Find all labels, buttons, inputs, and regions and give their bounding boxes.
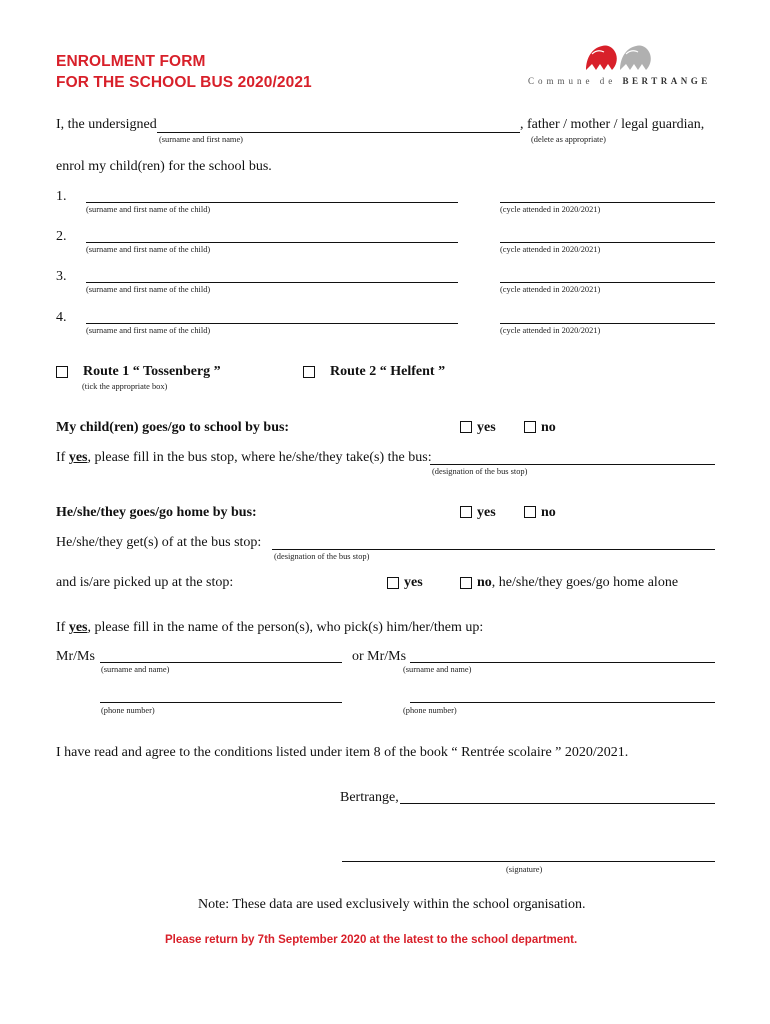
form-title-line1: ENROLMENT FORM — [56, 53, 206, 70]
child-number: 4. — [56, 310, 67, 325]
to-school-if-yes: yes — [68, 450, 88, 465]
go-home-yes-label: yes — [477, 505, 496, 520]
child-cycle-hint: (cycle attended in 2020/2021) — [500, 205, 601, 214]
place-label: Bertrange, — [340, 790, 399, 805]
drop-off-label: He/she/they get(s) of at the bus stop: — [56, 535, 262, 550]
child-name-field[interactable] — [86, 242, 458, 243]
child-name-field[interactable] — [86, 282, 458, 283]
undersigned-label: I, the undersigned — [56, 117, 157, 132]
child-name-hint: (surname and first name of the child) — [86, 205, 211, 214]
pickup-if: If — [56, 620, 69, 635]
route2-label: Route 2 “ Helfent ” — [330, 364, 446, 379]
pickup-person2-phone-field[interactable] — [410, 702, 715, 703]
go-home-no-label: no — [541, 505, 556, 520]
route2-checkbox[interactable] — [303, 366, 315, 378]
date-field[interactable] — [400, 803, 715, 804]
enrol-text: enrol my child(ren) for the school bus. — [56, 159, 272, 174]
child-cycle-hint: (cycle attended in 2020/2021) — [500, 245, 601, 254]
form-title-line2: FOR THE SCHOOL BUS 2020/2021 — [56, 74, 312, 91]
guardian-role-label: , father / mother / legal guardian, — [520, 117, 705, 132]
child-number: 1. — [56, 189, 67, 204]
to-school-if: If — [56, 450, 69, 465]
to-school-yes-label: yes — [477, 420, 496, 435]
drop-off-stop-hint: (designation of the bus stop) — [274, 552, 370, 561]
commune-town: BERTRANGE — [622, 76, 711, 86]
child-cycle-hint: (cycle attended in 2020/2021) — [500, 285, 601, 294]
picked-up-yes-checkbox[interactable] — [387, 577, 399, 589]
data-note: Note: These data are used exclusively within the school organisation. — [198, 897, 586, 912]
pickup-person2-name-hint: (surname and name) — [403, 665, 472, 674]
form-title — [56, 51, 312, 93]
picked-up-no-checkbox[interactable] — [460, 577, 472, 589]
picked-up-label: and is/are picked up at the stop: — [56, 575, 234, 590]
pickup-stop-hint: (designation of the bus stop) — [432, 467, 528, 476]
pickup-person1-phone-hint: (phone number) — [101, 706, 155, 715]
picked-up-no-label — [477, 575, 678, 591]
pickup-person1-name-field[interactable] — [100, 662, 342, 663]
child-name-hint: (surname and first name of the child) — [86, 326, 211, 335]
route1-label: Route 1 “ Tossenberg ” — [83, 364, 221, 379]
to-school-no-label: no — [541, 420, 556, 435]
child-number: 3. — [56, 269, 67, 284]
guardian-name-field[interactable] — [157, 132, 520, 133]
pickup-stop-field[interactable] — [430, 464, 715, 465]
go-home-no-checkbox[interactable] — [524, 506, 536, 518]
pickup-person2-phone-hint: (phone number) — [403, 706, 457, 715]
return-notice: Please return by 7th September 2020 at the latest to the school department. — [165, 934, 578, 946]
picked-up-yes-label: yes — [404, 575, 423, 590]
signature-field[interactable] — [342, 861, 715, 862]
child-cycle-field[interactable] — [500, 242, 715, 243]
drop-off-stop-field[interactable] — [272, 549, 715, 550]
commune-logo — [582, 40, 654, 76]
pickup-instruction-rest: , please fill in the name of the person(s), who pick(s) him/her/them up: — [87, 620, 484, 635]
go-home-question: He/she/they goes/go home by bus: — [56, 505, 257, 520]
pickup-if-yes: yes — [68, 620, 88, 635]
guardian-role-hint: (delete as appropriate) — [531, 135, 606, 144]
pickup-person2-name-field[interactable] — [410, 662, 715, 663]
child-name-hint: (surname and first name of the child) — [86, 285, 211, 294]
child-cycle-hint: (cycle attended in 2020/2021) — [500, 326, 601, 335]
child-number: 2. — [56, 229, 67, 244]
child-name-field[interactable] — [86, 323, 458, 324]
lion-logo-icon — [582, 40, 654, 76]
route1-checkbox[interactable] — [56, 366, 68, 378]
signature-hint: (signature) — [506, 865, 543, 874]
routes-hint: (tick the appropriate box) — [82, 382, 168, 391]
to-school-instruction — [56, 450, 432, 466]
pickup-person1-phone-field[interactable] — [100, 702, 342, 703]
to-school-question: My child(ren) goes/go to school by bus: — [56, 420, 290, 435]
go-home-yes-checkbox[interactable] — [460, 506, 472, 518]
child-cycle-field[interactable] — [500, 282, 715, 283]
to-school-instruction-rest: , please fill in the bus stop, where he/she/they take(s) the bus: — [87, 450, 432, 465]
mr-ms-label: Mr/Ms — [56, 649, 95, 664]
to-school-no-checkbox[interactable] — [524, 421, 536, 433]
child-cycle-field[interactable] — [500, 202, 715, 203]
pickup-person1-name-hint: (surname and name) — [101, 665, 170, 674]
commune-name — [528, 76, 711, 86]
pickup-instruction — [56, 620, 483, 636]
guardian-name-hint: (surname and first name) — [159, 135, 243, 144]
to-school-yes-checkbox[interactable] — [460, 421, 472, 433]
agreement-text: I have read and agree to the conditions listed under item 8 of the book “ Rentrée scolaire ” 2020/2021. — [56, 745, 629, 760]
picked-up-no-rest: , he/she/they goes/go home alone — [491, 575, 679, 590]
or-mr-ms-label: or Mr/Ms — [352, 649, 407, 664]
picked-up-no-bold: no — [477, 575, 492, 590]
child-cycle-field[interactable] — [500, 323, 715, 324]
commune-prefix: Commune de — [528, 76, 617, 86]
child-name-hint: (surname and first name of the child) — [86, 245, 211, 254]
child-name-field[interactable] — [86, 202, 458, 203]
